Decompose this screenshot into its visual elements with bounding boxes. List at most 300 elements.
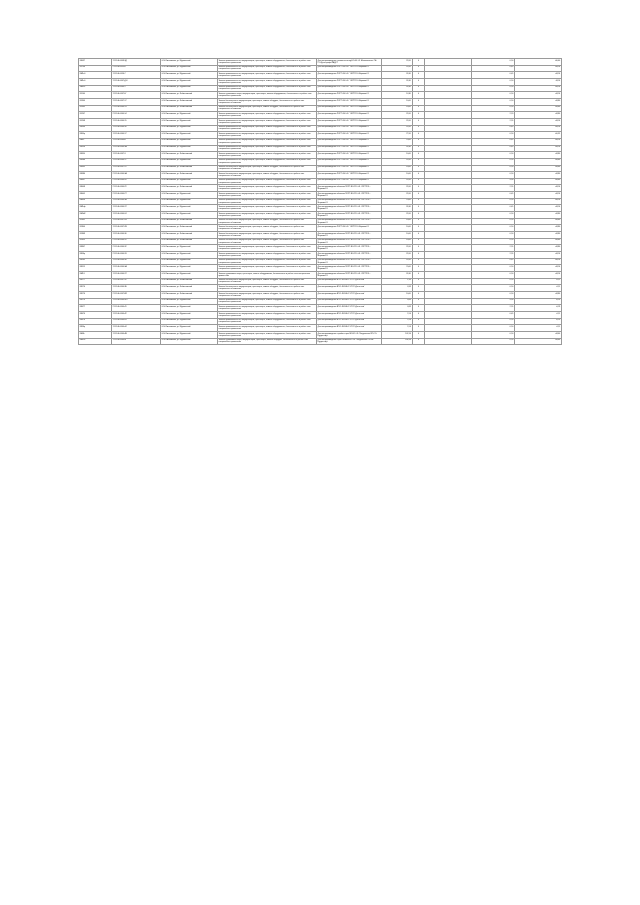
cell-object: Для воспроизведения ВП-1 48-946-1 УЛ PC-Даглснюк/ [316, 298, 381, 305]
cell-value-2: -44,16 [515, 205, 562, 212]
cell-code: 88077 [79, 305, 112, 312]
cell-unit: 4 [412, 325, 425, 332]
cell-note [425, 112, 472, 119]
cell-note [425, 125, 472, 132]
cell-value-1: 0,50 [472, 218, 515, 225]
cell-registry-number: 27-19-Ч-0440-13 [111, 105, 160, 112]
cell-value-1: 0,45 [472, 125, 515, 132]
cell-object: Для воспроизведения объектов ПОРТ-ВО-220 «Ф. YKPTPOL-Маркова»/1 [316, 265, 381, 272]
cell-object: Для воспроизведения ПОРТ-200 «Ф. YKPTPOL-Маркова»/1 [316, 145, 381, 152]
cell-value-2: -44,80 [515, 98, 562, 105]
cell-object: Для воспроизведения объектов ПОРТ-ВО-220 «Ф. YKPTPOL-Маркова»/1 [316, 272, 381, 279]
cell-registry-number: 17-19-Ч-0447-2Я [111, 218, 160, 225]
cell-code: 88350 [79, 152, 112, 159]
cell-note [425, 218, 472, 225]
table-row [79, 218, 562, 225]
cell-purpose: Замена бесполезность аккумуляторов, транспорта, замена оборудов., бесполезность в работе этих специального обновления [217, 238, 316, 245]
cell-value-1: 0,45 [472, 258, 515, 265]
table-row [79, 338, 562, 345]
cell-note [425, 265, 472, 272]
cell-registry-number: 17-19-Ч-0447-3У [111, 278, 160, 285]
cell-value-2: -44,16 [515, 118, 562, 125]
cell-registry-number: 17-19-Ч-0440-4Г [111, 338, 160, 345]
cell-unit: 4 [412, 59, 425, 66]
cell-unit: 4 [412, 92, 425, 99]
cell-municipality: «Об Ивановском, уч. Мурманский [160, 258, 217, 265]
cell-purpose: Замена промышленности, аккумуляторов, транспорта, замена оборудования, бесполезность в работе этих специального применения [217, 132, 316, 139]
cell-amount: 10,00 [381, 232, 412, 239]
cell-unit: 4 [412, 118, 425, 125]
cell-purpose: Замена промышленности, аккумуляторов, транспорта, замена оборудования, бесполезность в работе этих специального применения [217, 118, 316, 125]
table-row [79, 152, 562, 159]
cell-value-1: 0,50 [472, 285, 515, 292]
cell-value-2: -44,80 [515, 245, 562, 252]
cell-code: 88007 [79, 178, 112, 185]
cell-value-1: 0,50 [472, 165, 515, 172]
cell-value-2: -0,19 [515, 298, 562, 305]
cell-municipality: «Об Ивановском, уч. Мурманский [160, 72, 217, 79]
cell-object: Для воспроизведения объектов ПОРТ-ВО-220 «Ф. YKPTPOL-Маркова»/1 [316, 245, 381, 252]
cell-value-1: 0,50 [472, 225, 515, 232]
cell-amount: 22,00 [381, 245, 412, 252]
cell-value-1: 0,50 [472, 152, 515, 159]
table-row [79, 118, 562, 125]
cell-purpose: Замена бесполезность аккумуляторов, транспорта, замена оборудов., бесполезность в работе этих специального обновления [217, 291, 316, 298]
table-row [79, 92, 562, 99]
table-row [79, 185, 562, 192]
cell-amount: 70,00 [381, 198, 412, 205]
cell-unit: 4 [412, 112, 425, 119]
cell-note [425, 105, 472, 112]
cell-amount: 7,00 [381, 311, 412, 318]
cell-value-1: 2,55 [472, 245, 515, 252]
cell-registry-number: 27-19-Ч-0440-41 [111, 305, 160, 312]
cell-municipality: «Об Ивановском, уч. Фейвановский [160, 218, 217, 225]
cell-object: Для воспроизведения объектов ПОРТ-ВО-220 «Ф. YKPTPOL-Маркова»/1 [316, 252, 381, 259]
cell-purpose: Замена промышленности, аккумуляторов, транспорта, замена оборудования, бесполезность в работе этих специального применения [217, 198, 316, 205]
cell-amount: 10,00 [381, 172, 412, 179]
cell-amount: 32,60 [381, 205, 412, 212]
cell-registry-number: 27-19-Ч-0447-8Я [111, 291, 160, 298]
table-row [79, 205, 562, 212]
cell-code: 88549 [79, 125, 112, 132]
cell-purpose: Замена промышленности, аккумуляторов, транспорта, замена оборудования, бесполезность в работе этих специального применения [217, 112, 316, 119]
cell-value-2: -44,16 [515, 85, 562, 92]
cell-value-2: -44,80 [515, 218, 562, 225]
table-row [79, 85, 562, 92]
cell-unit: 4 [412, 258, 425, 265]
cell-value-1: 4,00 [472, 298, 515, 305]
cell-amount: 22,00 [381, 158, 412, 165]
cell-municipality: «Об Ивановском, уч. Фейвановский [160, 238, 217, 245]
cell-object: Для воспроизведения ПОРТ-200 «Ф. YKPTPOL-Маркова»/1 [316, 178, 381, 185]
table-row [79, 132, 562, 139]
cell-value-2: -0,11 [515, 311, 562, 318]
cell-purpose: Замена промышленности, аккумуляторов, транспорта, замена оборудования, бесполезность в работе этих специального применения [217, 298, 316, 305]
cell-value-2: -44,16 [515, 65, 562, 72]
cell-code: 88176 [79, 285, 112, 292]
table-row [79, 278, 562, 285]
cell-value-2: -44,80 [515, 238, 562, 245]
cell-value-1: 0,45 [472, 65, 515, 72]
cell-value-2: -0,11 [515, 325, 562, 332]
cell-registry-number: 27-19-Ч-0440-31 [111, 238, 160, 245]
cell-note [425, 305, 472, 312]
cell-value-1: 0,50 [472, 85, 515, 92]
cell-municipality: «Об Ивановском, уч. Мурманский [160, 78, 217, 85]
cell-note [425, 192, 472, 199]
cell-purpose: Замена турмаливни-напри, аккумуляторов, транспорта, замена оборудования, бесполезность в работе этих специального применения [217, 92, 316, 99]
cell-unit: 4 [412, 78, 425, 85]
cell-amount: 22,00 [381, 59, 412, 66]
cell-code: 8M1c [79, 138, 112, 145]
cell-code: 8M4h [79, 331, 112, 338]
cell-municipality: «Об Ивановском, уч. Мурманский [160, 338, 217, 345]
cell-object: Для воспроизведения ПОРТ-200 «Ф. YKPTPOL-Маркова»/1 [316, 165, 381, 172]
cell-value-1: 0,45 [472, 311, 515, 318]
cell-code: 9M1x0 [79, 78, 112, 85]
cell-object: Для воспроизведения ПОРТ-200 «Ф. YKPTPOL-Маркова»/1 [316, 92, 381, 99]
cell-purpose: Замена бесполезность аккумуляторов, транспорта, замена оборудов., бесполезность в работе этих специального обновления [217, 225, 316, 232]
cell-municipality: «Об Ивановском, уч. Мурманский [160, 112, 217, 119]
cell-object: Для воспроизведения стоимости катод-БО-00 «Ф. Многоканальн-ТН-СО-Дагестрофа-РАДСТ [316, 59, 381, 66]
cell-municipality: «Об Ивановском, уч. Мурманский [160, 132, 217, 139]
cell-unit: 4 [412, 238, 425, 245]
cell-unit: 4 [412, 125, 425, 132]
cell-registry-number: 17-19-Ч-0440-16 [111, 125, 160, 132]
cell-value-2: -44,80 [515, 172, 562, 179]
cell-code: 88037 [79, 59, 112, 66]
cell-note [425, 72, 472, 79]
table-row [79, 325, 562, 332]
cell-amount: 10,00 [381, 225, 412, 232]
cell-code: 85247 [79, 112, 112, 119]
cell-note [425, 78, 472, 85]
cell-value-1: 2,55 [472, 185, 515, 192]
cell-registry-number: 27-19-Ч-0440-33 [111, 252, 160, 259]
cell-object: Для воспроизведения ВП-1 48-946-1 УЛ PC-Даглснюк/ [316, 291, 381, 298]
cell-note [425, 232, 472, 239]
cell-registry-number: 17-19-Ч-0440-34 [111, 258, 160, 265]
cell-code: 8856p [79, 325, 112, 332]
cell-unit: 4 [412, 318, 425, 325]
cell-value-1: 2,55 [472, 118, 515, 125]
cell-object: Для воспроизведения объектов ПОРТ-ВО-220 «Ф. YKPTPOL-Маркова»/1 [316, 205, 381, 212]
cell-note [425, 118, 472, 125]
cell-municipality: «Об Ивановском, уч. Мурманский [160, 205, 217, 212]
cell-code: 88177 [79, 278, 112, 285]
cell-value-1: 0,50 [472, 78, 515, 85]
table-row [79, 65, 562, 72]
cell-value-1: 0,50 [472, 172, 515, 179]
cell-purpose: Замена промышленности, аккумуляторов, транспорта, замена оборудования, бесполезность в работе этих специального применения [217, 331, 316, 338]
cell-municipality: «Об Ивановском, уч. Мурманский [160, 158, 217, 165]
table-row [79, 305, 562, 312]
cell-value-2: -44,80 [515, 165, 562, 172]
cell-code: 88305 [79, 165, 112, 172]
cell-registry-number: 17-19-Ч-0447-Д-8 [111, 78, 160, 85]
cell-object: Для воспроизведения объектов ПОРТ-ВО-220 «Ф. YKPTPOL-Маркова»/1 [316, 218, 381, 225]
table-row [79, 265, 562, 272]
cell-code: 88947 [79, 245, 112, 252]
cell-code: 88076 [79, 318, 112, 325]
cell-unit: 4 [412, 272, 425, 279]
cell-purpose: Замена бесполезность аккумуляторов, транспорта, замена оборудов., бесполезность в работе этих специального обновления [217, 285, 316, 292]
cell-unit: 4 [412, 158, 425, 165]
cell-unit: 4 [412, 192, 425, 199]
cell-registry-number: 17-19-Ч-0440-3Т [111, 205, 160, 212]
cell-code: 8M17r [79, 272, 112, 279]
cell-amount: 77,00 [381, 132, 412, 139]
cell-value-2: 44,16 [515, 78, 562, 85]
cell-value-1: 2,20 [472, 112, 515, 119]
cell-amount: 32,60 [381, 145, 412, 152]
cell-registry-number: 17-19-Ч-0456-7 [111, 72, 160, 79]
cell-unit: 4 [412, 198, 425, 205]
cell-purpose: Замена бесполезность аккумуляторов, транспорта, замена оборудов., бесполезность в работе этих специального обновления [217, 232, 316, 239]
cell-note [425, 165, 472, 172]
cell-value-1: 0,50 [472, 232, 515, 239]
cell-unit: 4 [412, 172, 425, 179]
cell-value-1: 0,50 [472, 98, 515, 105]
cell-unit: 4 [412, 218, 425, 225]
cell-value-2: -44,16 [515, 258, 562, 265]
cell-purpose: Замена бесполезность аккумуляторов, транспорта, замена оборудов., бесполезность в работе этих специального обновления [217, 98, 316, 105]
cell-municipality: «Об Ивановском, уч. Фейвановский [160, 225, 217, 232]
cell-note [425, 178, 472, 185]
cell-municipality: «Об Ивановском, уч. Мурманский [160, 178, 217, 185]
cell-code: 85345 [79, 105, 112, 112]
cell-purpose: Замена промышленности, аккумуляторов, транспорта, замена оборудования, бесполезность в работе этих специального применения [217, 318, 316, 325]
cell-purpose: Замена турмаливни-напри, аккумуляторов, транспорта, замена оборудов., бесполезность в работе этих специального применения [217, 338, 316, 345]
cell-municipality: «Об Ивановском, уч. Фейвановский [160, 285, 217, 292]
cell-registry-number: 27-19-Ч-0440-3А [111, 172, 160, 179]
cell-value-1: 0,50 [472, 105, 515, 112]
table-row [79, 272, 562, 279]
data-table [78, 58, 562, 345]
cell-value-2: -44,16 [515, 192, 562, 199]
cell-note [425, 318, 472, 325]
cell-value-2: -44,60 [515, 331, 562, 338]
cell-unit: 4 [412, 185, 425, 192]
cell-object: Для воспроизведения объектов ПОРТ-ВО-220 «Ф. YKPTPOL-Маркова»/1 [316, 238, 381, 245]
cell-code: 88386 [79, 172, 112, 179]
cell-amount: 22,00 [381, 212, 412, 219]
cell-amount: 0,85 [381, 298, 412, 305]
cell-municipality: «Об Ивановском, уч. Фейвановский [160, 152, 217, 159]
cell-value-2: -44,16 [515, 72, 562, 79]
cell-registry-number: 27-19-Ч-0440-2У [111, 185, 160, 192]
cell-value-1: 0,50 [472, 265, 515, 272]
cell-registry-number: 17-19-Ч-0447-IV [111, 92, 160, 99]
cell-municipality: «Об Ивановском, уч. Мурманский [160, 85, 217, 92]
cell-purpose: Замена промышленности, аккумуляторов, транспорта, замена оборудования, бесполезность в работе этих специального применения [217, 265, 316, 272]
cell-note [425, 298, 472, 305]
table-row [79, 232, 562, 239]
cell-registry-number: 17-19-Ч-0440-15 [111, 118, 160, 125]
cell-registry-number: 17-19-Ч-0447-17 [111, 98, 160, 105]
cell-municipality: «Об Ивановском, уч. Мурманский [160, 198, 217, 205]
cell-municipality: «Об Ивановском, уч. Мурманский [160, 65, 217, 72]
cell-note [425, 132, 472, 139]
cell-code: 88595 [79, 258, 112, 265]
cell-code: 85140 [79, 92, 112, 99]
cell-unit: 4 [412, 205, 425, 212]
cell-amount: 10,00 [381, 152, 412, 159]
table-row [79, 105, 562, 112]
cell-purpose: Замена бесполезность аккумуляторов, транспорта, замена оборудов., бесполезность в работе этих специального обновления [217, 105, 316, 112]
cell-unit: 4 [412, 232, 425, 239]
cell-object: Для воспроизведения ВП-1 48-946-1 УЛ PC-Даглснюк/ [316, 325, 381, 332]
cell-amount: 32,60 [381, 72, 412, 79]
cell-municipality: «Об Ивановском, уч. Мурманский [160, 298, 217, 305]
cell-municipality: «Об Ивановском, уч. Фейвановский [160, 92, 217, 99]
cell-object: Для воспроизведения стран-на-ванн-ВО «Ф. Погрузочная ПРОМ-Бурдянову» [316, 338, 381, 345]
table-row [79, 192, 562, 199]
cell-purpose: Замена промышленности, аккумуляторов, транспорта, замена оборудования, бесполезность в работе этих специального применения [217, 192, 316, 199]
cell-value-2: -44,80 [515, 232, 562, 239]
cell-purpose: Замена промышленности, аккумуляторов, транспорта, замена оборудования, бесполезность в работе этих специального применения [217, 152, 316, 159]
table-row [79, 125, 562, 132]
cell-amount: 22,00 [381, 118, 412, 125]
cell-municipality: «Об Ивановском, уч. Фейвановский [160, 291, 217, 298]
cell-value-2: -44,80 [515, 112, 562, 119]
cell-note [425, 278, 472, 285]
cell-registry-number: 27-19-Ч-0440-2Т [111, 192, 160, 199]
cell-municipality: «Об Ивановском, уч. Мурманский [160, 118, 217, 125]
cell-value-2: -44,16 [515, 252, 562, 259]
cell-municipality: «Об Ивановском, уч. Мурманский [160, 331, 217, 338]
cell-purpose: Замена промышленности, аккумуляторов, транспорта, замена оборудования, бесполезность в работе этих специального применения [217, 212, 316, 219]
cell-registry-number: 17-19-Ч-0447-3 [111, 152, 160, 159]
cell-amount: 22,00 [381, 185, 412, 192]
cell-unit: 4 [412, 338, 425, 345]
cell-value-2: -44,16 [515, 272, 562, 279]
cell-code: 8M1br [79, 198, 112, 205]
cell-registry-number: 17-19-Ч-0440-3Б [111, 285, 160, 292]
cell-note [425, 225, 472, 232]
cell-code: 85706 [79, 65, 112, 72]
cell-registry-number: 17-19-Ч-0440-1А [111, 145, 160, 152]
cell-value-1: 0,45 [472, 205, 515, 212]
cell-code: 88076 [79, 311, 112, 318]
cell-value-2: -44,16 [515, 185, 562, 192]
cell-value-1: 0,50 [472, 291, 515, 298]
cell-note [425, 212, 472, 219]
cell-purpose: Замена промышленности, аккумуляторов, транспорта, замена оборудования, бесполезность в работе этих специального применения [217, 59, 316, 66]
cell-purpose: Замена промышленности, аккумуляторов, транспорта, замена оборудования, бесполезность в работе этих специального применения [217, 178, 316, 185]
table-row [79, 212, 562, 219]
cell-registry-number: 27-19-Ч-0440-32 [111, 245, 160, 252]
cell-value-1: 0,50 [472, 158, 515, 165]
cell-amount: 0,85 [381, 305, 412, 312]
cell-amount: 10,00 [381, 165, 412, 172]
cell-unit: 4 [412, 245, 425, 252]
cell-unit: 4 [412, 178, 425, 185]
cell-object: Для воспроизведения ПОРТ-200 «Ф. YKPTPOL-Маркова»/1 [316, 138, 381, 145]
cell-code: 88556 [79, 145, 112, 152]
cell-note [425, 238, 472, 245]
table-row [79, 291, 562, 298]
cell-value-2: -44,16 [515, 138, 562, 145]
cell-unit: 4 [412, 285, 425, 292]
cell-amount: 10,00 [381, 238, 412, 245]
cell-object: Для воспроизведения объектов ПОРТ-ВО-220 «Ф. YKPTPOL-Маркова»/1 [316, 258, 381, 265]
cell-amount: 10,90 [381, 92, 412, 99]
cell-amount: 7,00 [381, 325, 412, 332]
cell-municipality: «Об Ивановском, уч. Фейвановский [160, 98, 217, 105]
cell-amount: 32,60 [381, 78, 412, 85]
cell-value-1: 0,45 [472, 72, 515, 79]
cell-object: Для воспроизведения объектов ПОРТ-ВО-220 «Ф. YKPTPOL-Маркова»/1 [316, 198, 381, 205]
table-row [79, 78, 562, 85]
cell-municipality: «Об Ивановском, уч. Мурманский [160, 311, 217, 318]
cell-value-1: 2,55 [472, 305, 515, 312]
cell-value-2: -44,80 [515, 225, 562, 232]
cell-note [425, 258, 472, 265]
cell-code: 85904 [79, 225, 112, 232]
cell-value-2: -44,16 [515, 125, 562, 132]
cell-registry-number: 17-19-Ч-0440-44 [111, 325, 160, 332]
table-row [79, 112, 562, 119]
cell-value-1: 0,45 [472, 145, 515, 152]
table-row [79, 138, 562, 145]
cell-registry-number: 17-19-Ч-0440-ЖО [111, 298, 160, 305]
cell-registry-number: 17-19-Ч-0440-4В [111, 331, 160, 338]
cell-object: Для воспроизведения ВП-1 48-946-1 УЛ PC-Даглснюк/ [316, 285, 381, 292]
cell-unit: 4 [412, 265, 425, 272]
table-row [79, 245, 562, 252]
cell-municipality: «Об Ивановском, уч. Фейвановский [160, 165, 217, 172]
cell-code: 85344 [79, 98, 112, 105]
cell-object: Для воспроизведения ПОРТ-200 «Ф. YKPTPOL-Маркова»/1 [316, 118, 381, 125]
cell-value-2: -44,80 [515, 152, 562, 159]
cell-object: Для воспроизведения ПОРТ-200 «Ф. YKPTPOL-Маркова»/1 [316, 112, 381, 119]
cell-code: 88176 [79, 291, 112, 298]
cell-note [425, 272, 472, 279]
cell-note [425, 205, 472, 212]
cell-unit: 4 [412, 212, 425, 219]
cell-note [425, 92, 472, 99]
table-row [79, 178, 562, 185]
cell-note [425, 325, 472, 332]
cell-registry-number: 17-19-Ч-0447-3Т [111, 165, 160, 172]
table-row [79, 172, 562, 179]
cell-value-2: -44,80 [515, 291, 562, 298]
cell-value-1: 0,50 [472, 212, 515, 219]
cell-unit: 4 [412, 105, 425, 112]
cell-object: Для воспроизведения ПОРТ-200 «Ф. YKPTPOL-Маркова»/1 [316, 172, 381, 179]
table-row [79, 285, 562, 292]
cell-unit: 4 [412, 311, 425, 318]
cell-object: Для воспроизведения ПОРТ-200 «Ф. YKPTPOL-Маркова»/1 [316, 152, 381, 159]
cell-object: Для воспроизведения ВП-1 48-946-1 УЛ PC-Даглснюк/ [316, 311, 381, 318]
cell-municipality: «Об Ивановском, уч. Фейвановский [160, 172, 217, 179]
cell-municipality: «Об Ивановском, уч. Мурманский [160, 125, 217, 132]
cell-amount: 32,60 [381, 272, 412, 279]
table-row [79, 225, 562, 232]
cell-municipality: «Об Ивановском, уч. Мурманский [160, 252, 217, 259]
cell-unit: 4 [412, 132, 425, 139]
cell-registry-number: 17-19-Ч-0440-3Т [111, 272, 160, 279]
cell-amount: 1,95 [381, 278, 412, 285]
cell-municipality: «Об Ивановском, уч. Фейвановский [160, 232, 217, 239]
cell-municipality: «Об Ивановском, уч. Мурманский [160, 318, 217, 325]
cell-purpose: Замена промышленности, аккумуляторов, транспорта, замена оборудования, бесполезность в работе этих специального применения [217, 258, 316, 265]
cell-note [425, 158, 472, 165]
cell-value-1: 0,50 [472, 325, 515, 332]
cell-registry-number: 27-19-Ч-0455-8 [111, 65, 160, 72]
